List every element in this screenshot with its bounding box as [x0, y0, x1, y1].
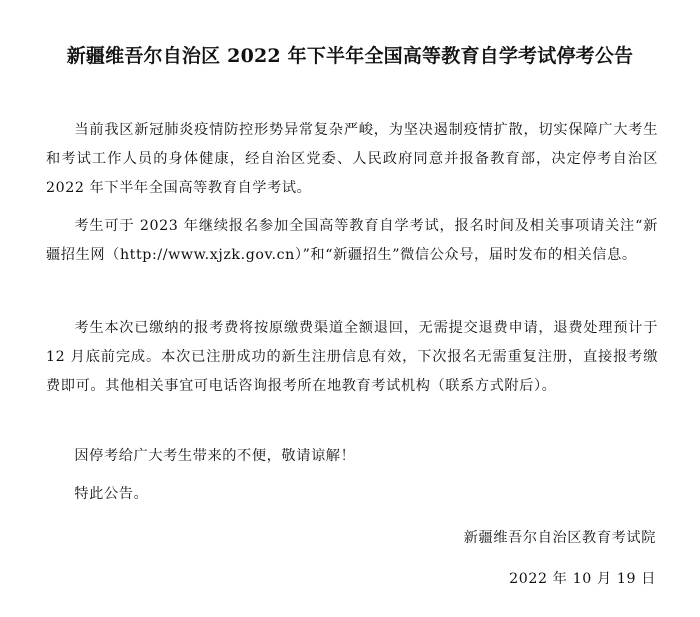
paragraph-refund-info: 考生本次已缴纳的报考费将按原缴费渠道全额退回，无需提交退费申请，退费处理预计于 12 月底前完成。本次已注册成功的新生注册信息有效，下次报名无需重复注册，直接报考缴费即可。其他相关事宜可电话咨询报考所在地教育考试机构（联系方式附后）。	[46, 320, 658, 394]
paragraph-closing: 特此公告。	[74, 486, 149, 502]
issue-date: 2022 年 10 月 19 日	[509, 571, 656, 587]
document-title: 新疆维吾尔自治区 2022 年下半年全国高等教育自学考试停考公告	[66, 45, 634, 67]
paragraph-registration-info: 考生可于 2023 年继续报名参加全国高等教育自学考试，报名时间及相关事项请关注“新疆招生网（http://www.xjzk.gov.cn）”和“新疆招生”微信公众号，届时发布的相关信息。	[46, 218, 658, 263]
issuer-signature: 新疆维吾尔自治区教育考试院	[463, 530, 656, 546]
paragraph-exam-suspension: 当前我区新冠肺炎疫情防控形势异常复杂严峻，为坚决遏制疫情扩散，切实保障广大考生和考试工作人员的身体健康，经自治区党委、人民政府同意并报备教育部，决定停考自治区 2022 年下半年全国高等教育自学考试。	[46, 122, 658, 196]
paragraph-apology: 因停考给广大考生带来的不便，敬请谅解！	[74, 448, 356, 464]
